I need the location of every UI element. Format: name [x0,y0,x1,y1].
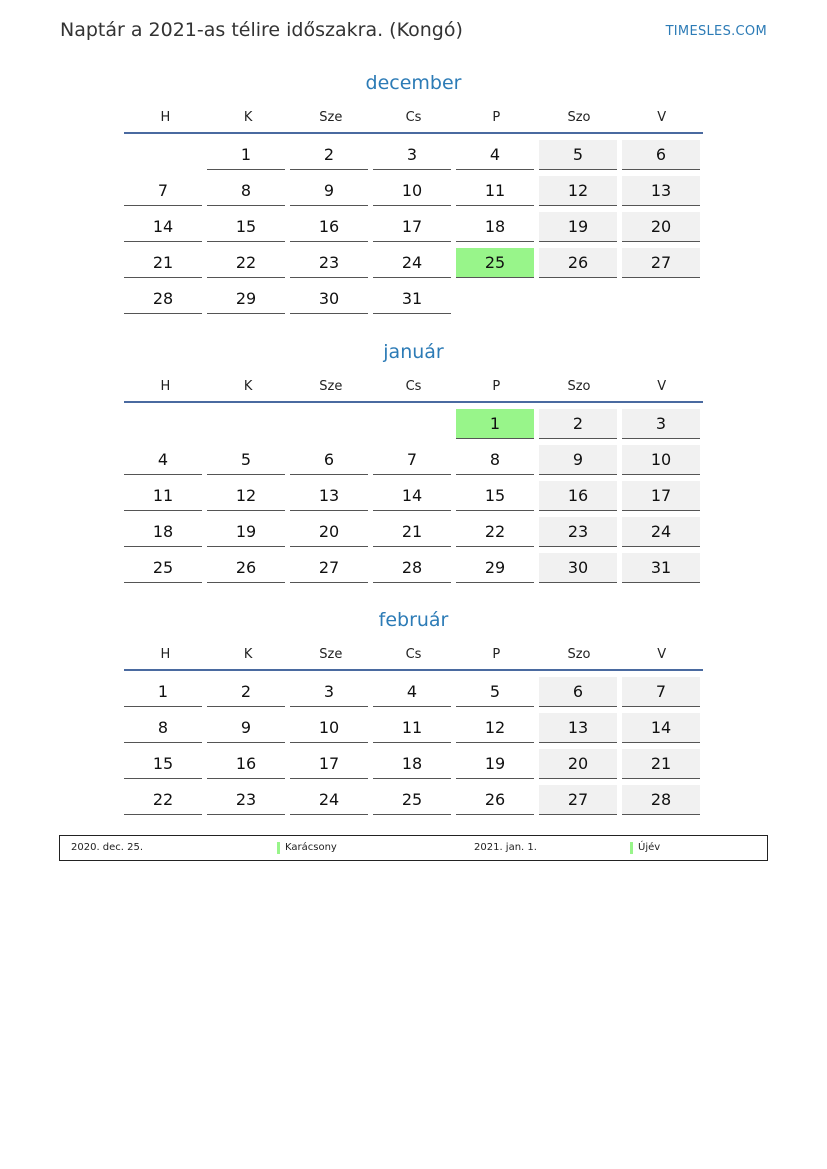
day-cell: 4 [124,445,202,475]
day-cell: 23 [290,248,368,278]
holiday-legend [59,835,768,861]
day-cell: 28 [124,284,202,314]
month-name: január [383,341,444,363]
weekday-label: H [160,647,171,662]
day-cell: 16 [290,212,368,242]
legend-holiday-name: Karácsony [285,842,337,853]
weekday-label: Sze [319,647,343,662]
day-cell: 30 [539,553,617,583]
day-cell: 13 [290,481,368,511]
empty-day-cell [124,409,202,438]
weekday-label: P [492,647,501,662]
day-cell: 10 [290,713,368,743]
day-cell: 21 [124,248,202,278]
day-cell: 17 [622,481,700,511]
empty-day-cell [124,140,202,169]
day-cell: 9 [290,176,368,206]
day-cell: 18 [373,749,451,779]
weekday-label: Sze [319,110,343,125]
day-cell: 17 [290,749,368,779]
day-cell: 20 [539,749,617,779]
day-cell: 19 [207,517,285,547]
day-cell: 29 [456,553,534,583]
weekday-label: H [160,110,171,125]
day-cell: 7 [124,176,202,206]
holiday-color-marker [277,842,280,854]
day-cell: 2 [290,140,368,170]
day-cell: 13 [539,713,617,743]
month-name: december [365,72,462,94]
day-cell: 28 [373,553,451,583]
day-cell: 15 [456,481,534,511]
weekday-label: P [492,379,501,394]
weekday-label: H [160,379,171,394]
day-cell: 13 [622,176,700,206]
day-cell: 28 [622,785,700,815]
day-cell: 4 [456,140,534,170]
day-cell: 22 [124,785,202,815]
day-cell: 24 [290,785,368,815]
day-cell: 3 [290,677,368,707]
weekday-label: Cs [405,379,422,394]
day-cell: 8 [124,713,202,743]
weekday-label: V [657,110,667,125]
day-cell: 9 [207,713,285,743]
day-cell: 6 [622,140,700,170]
day-cell: 7 [622,677,700,707]
day-cell: 9 [539,445,617,475]
weekday-label: Szo [567,647,591,662]
day-cell: 26 [539,248,617,278]
weekday-label: K [243,379,253,394]
weekday-header [124,377,703,403]
day-cell: 2 [207,677,285,707]
day-cell: 10 [622,445,700,475]
day-cell: 20 [622,212,700,242]
day-cell: 7 [373,445,451,475]
day-cell: 25 [124,553,202,583]
day-cell: 21 [373,517,451,547]
day-cell: 27 [290,553,368,583]
month-december [124,70,703,314]
day-cell: 5 [207,445,285,475]
day-cell: 16 [539,481,617,511]
day-cell: 16 [207,749,285,779]
day-cell: 19 [456,749,534,779]
weekday-header [124,108,703,134]
day-cell: 18 [456,212,534,242]
day-cell: 11 [124,481,202,511]
weekday-label: K [243,647,253,662]
day-cell: 31 [373,284,451,314]
day-cell: 27 [622,248,700,278]
day-cell: 24 [373,248,451,278]
holiday-color-marker [630,842,633,854]
day-cell: 14 [124,212,202,242]
day-cell: 19 [539,212,617,242]
day-cell: 3 [373,140,451,170]
legend-holiday-name: Újév [638,842,661,853]
day-cell: 18 [124,517,202,547]
day-cell: 21 [622,749,700,779]
day-cell: 4 [373,677,451,707]
weekday-label: Szo [567,379,591,394]
day-cell: 31 [622,553,700,583]
day-cell: 12 [456,713,534,743]
weekday-label: Szo [567,110,591,125]
day-cell: 17 [373,212,451,242]
day-cell: 5 [539,140,617,170]
day-cell: 15 [124,749,202,779]
holiday-day-cell: 1 [456,409,534,439]
weekday-header [124,645,703,671]
day-grid [124,677,703,815]
day-cell: 11 [456,176,534,206]
day-cell: 25 [373,785,451,815]
brand-link[interactable]: TIMESLES.COM [665,24,767,39]
day-cell: 14 [622,713,700,743]
day-cell: 3 [622,409,700,439]
weekday-label: V [657,379,667,394]
day-cell: 6 [539,677,617,707]
weekday-label: V [657,647,667,662]
weekday-label: P [492,110,501,125]
day-cell: 14 [373,481,451,511]
day-cell: 29 [207,284,285,314]
weekday-label: Cs [405,647,422,662]
empty-day-cell [207,409,285,438]
day-cell: 1 [124,677,202,707]
day-cell: 24 [622,517,700,547]
weekday-label: Cs [405,110,422,125]
day-cell: 22 [207,248,285,278]
day-cell: 23 [539,517,617,547]
day-cell: 30 [290,284,368,314]
day-cell: 2 [539,409,617,439]
day-cell: 10 [373,176,451,206]
day-cell: 22 [456,517,534,547]
day-cell: 23 [207,785,285,815]
legend-date: 2021. jan. 1. [474,842,537,853]
day-cell: 26 [207,553,285,583]
holiday-day-cell: 25 [456,248,534,278]
empty-day-cell [290,409,368,438]
weekday-label: Sze [319,379,343,394]
day-cell: 8 [207,176,285,206]
empty-day-cell [373,409,451,438]
weekday-label: K [243,110,253,125]
legend-date: 2020. dec. 25. [71,842,144,853]
day-cell: 15 [207,212,285,242]
month-name: február [378,609,449,631]
page-title: Naptár a 2021-as télire időszakra. (Kongó) [60,19,463,41]
day-cell: 6 [290,445,368,475]
day-cell: 12 [207,481,285,511]
day-grid [124,409,703,583]
day-cell: 27 [539,785,617,815]
day-cell: 8 [456,445,534,475]
day-cell: 5 [456,677,534,707]
day-cell: 11 [373,713,451,743]
month-january [124,339,703,583]
month-february [124,607,703,815]
day-cell: 20 [290,517,368,547]
day-cell: 1 [207,140,285,170]
day-cell: 12 [539,176,617,206]
day-cell: 26 [456,785,534,815]
day-grid [124,140,703,314]
